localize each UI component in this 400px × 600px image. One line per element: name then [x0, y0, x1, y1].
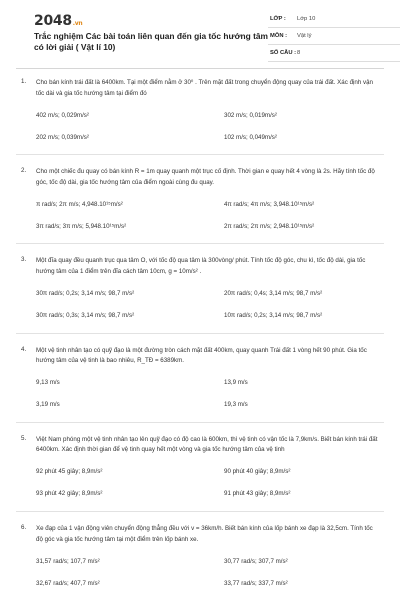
- answer-option[interactable]: 20π rad/s; 0,4s; 3,14 m/s; 98,7 m/s²: [224, 290, 323, 298]
- meta-value: 8: [297, 50, 301, 56]
- answer-option[interactable]: 33,77 rad/s; 337,7 m/s²: [224, 579, 288, 587]
- answer-option[interactable]: 32,67 rad/s; 407,7 m/s²: [36, 579, 100, 587]
- answer-option[interactable]: 90 phút 40 giây; 8,9m/s²: [224, 468, 291, 476]
- answer-options: [36, 377, 384, 411]
- answer-option[interactable]: 30π rad/s; 0,2s; 3,14 m/s; 98,7 m/s²: [36, 290, 135, 298]
- answer-options: [36, 109, 384, 143]
- logo-suffix: .vn: [72, 20, 83, 27]
- question-number: 5.: [21, 434, 27, 442]
- question-divider: [16, 511, 384, 512]
- answer-option[interactable]: π rad/s; 2π m/s; 4,948.10¹⁵m/s²: [36, 200, 123, 208]
- answer-option[interactable]: 13,9 m/s: [224, 379, 248, 387]
- answer-options: [36, 288, 384, 322]
- answer-option[interactable]: 30π rad/s; 0,3s; 3,14 m/s; 98,7 m/s²: [36, 312, 135, 320]
- question-number: 3.: [21, 256, 27, 264]
- answer-option[interactable]: 3π rad/s; 3π m/s; 5,948.10¹⁵m/s²: [36, 222, 127, 230]
- logo-text: 2048: [34, 13, 72, 29]
- site-logo[interactable]: [34, 13, 82, 29]
- meta-value: Lớp 10: [297, 16, 316, 22]
- answer-options: [36, 466, 384, 500]
- meta-row-subject: [268, 28, 400, 45]
- question-number: 4.: [21, 345, 27, 353]
- answer-option[interactable]: 102 m/s; 0,049m/s²: [224, 133, 277, 141]
- meta-label: LỚP :: [270, 16, 286, 22]
- meta-label: MÔN :: [270, 33, 288, 39]
- answer-option[interactable]: 19,3 m/s: [224, 401, 248, 409]
- answer-options: [36, 198, 384, 232]
- answer-option[interactable]: 402 m/s; 0,029m/s²: [36, 111, 89, 119]
- question-text: Cho bán kính trái đất là 6400km. Tại một điểm nằm ở 30⁰ . Trên mặt đất trong chuyển động quay của trái đất. Xác định vận tốc dài và gia tốc hướng tâm tại điểm đó: [36, 79, 373, 97]
- answer-option[interactable]: 4π rad/s; 4π m/s; 3,948.10¹⁵m/s²: [224, 200, 315, 208]
- meta-row-count: [268, 45, 400, 62]
- meta-label: SỐ CÂU :: [270, 50, 297, 56]
- question-number: 2.: [21, 167, 27, 175]
- question: [16, 524, 384, 589]
- question-number: 6.: [21, 523, 27, 531]
- answer-option[interactable]: 202 m/s; 0,039m/s²: [36, 133, 89, 141]
- header: [16, 0, 384, 64]
- answer-option[interactable]: 30,77 rad/s; 307,7 m/s²: [224, 557, 288, 565]
- question-divider: [16, 154, 384, 155]
- answer-option[interactable]: 3,19 m/s: [36, 401, 60, 409]
- question: [16, 346, 384, 411]
- answer-option[interactable]: 10π rad/s; 0,2s; 3,14 m/s; 98,7 m/s²: [224, 312, 323, 320]
- question: [16, 435, 384, 500]
- question: [16, 167, 384, 232]
- question-divider: [16, 243, 384, 244]
- question: [16, 78, 384, 143]
- question-list: [16, 78, 384, 589]
- header-divider: [16, 68, 384, 69]
- question-number: 1.: [21, 78, 27, 85]
- answer-option[interactable]: 9,13 m/s: [36, 379, 60, 387]
- answer-option[interactable]: 31,57 rad/s; 107,7 m/s²: [36, 557, 100, 565]
- question-text: Một vệ tinh nhân tạo có quỹ đạo là một đường tròn cách mặt đất 400km, quay quanh Trái đất 1 vòng hết 90 phút. Gia tốc hướng tâm của vệ tinh là bao nhiêu, R_TĐ = 6389km.: [36, 346, 367, 365]
- meta-info: [268, 11, 400, 62]
- answer-option[interactable]: 93 phút 42 giây; 8,9m/s²: [36, 490, 103, 498]
- question-text: Việt Nam phóng một vệ tinh nhân tạo lên quỹ đạo có độ cao là 600km, thì vệ tinh có vận tốc là 7,9km/s. Biết bán kính trái đất 6400km. Xác định thời gian để vệ tinh quay hết một vòng và gia tốc hướng tâm của vệ tinh: [36, 435, 378, 454]
- answer-option[interactable]: 302 m/s; 0,019m/s²: [224, 111, 277, 119]
- answer-option[interactable]: 2π rad/s; 2π m/s; 2,948.10¹⁵m/s²: [224, 222, 315, 230]
- question-text: Cho một chiếc đu quay có bán kính R = 1m quay quanh một trục cố định. Thời gian e quay hết 4 vòng là 2s. Hãy tính tốc độ góc, tốc độ dài, gia tốc hướng tâm của điểm ngoài cùng đu quay.: [36, 168, 375, 186]
- question-divider: [16, 333, 384, 334]
- question-text: Xe đạp của 1 vận động viên chuyển động thẳng đều với v = 36km/h. Biết bán kính của lốp bánh xe đạp là 32,5cm. Tính tốc độ góc và gia tốc hướng tâm tại một điểm trên lốp bánh xe.: [36, 524, 373, 543]
- question: [16, 256, 384, 321]
- answer-option[interactable]: 92 phút 45 giây; 8,9m/s²: [36, 468, 103, 476]
- page-title: Trắc nghiệm Các bài toán liên quan đến gia tốc hướng tâm có lời giải ( Vật lí 10): [34, 31, 268, 52]
- answer-options: [36, 555, 384, 589]
- question-text: Một đĩa quay đều quanh trục qua tâm O, với tốc độ qua tâm là 300vòng/ phút. Tính tốc độ góc, chu kì, tốc độ dài, gia tốc hướng tâm của 1 điểm trên đĩa cách tâm 10cm, g = 10m/s² .: [36, 257, 366, 275]
- answer-option[interactable]: 91 phút 43 giây; 8,9m/s²: [224, 490, 291, 498]
- meta-row-class: [268, 11, 400, 28]
- meta-value: Vật lý: [297, 33, 312, 39]
- question-divider: [16, 422, 384, 423]
